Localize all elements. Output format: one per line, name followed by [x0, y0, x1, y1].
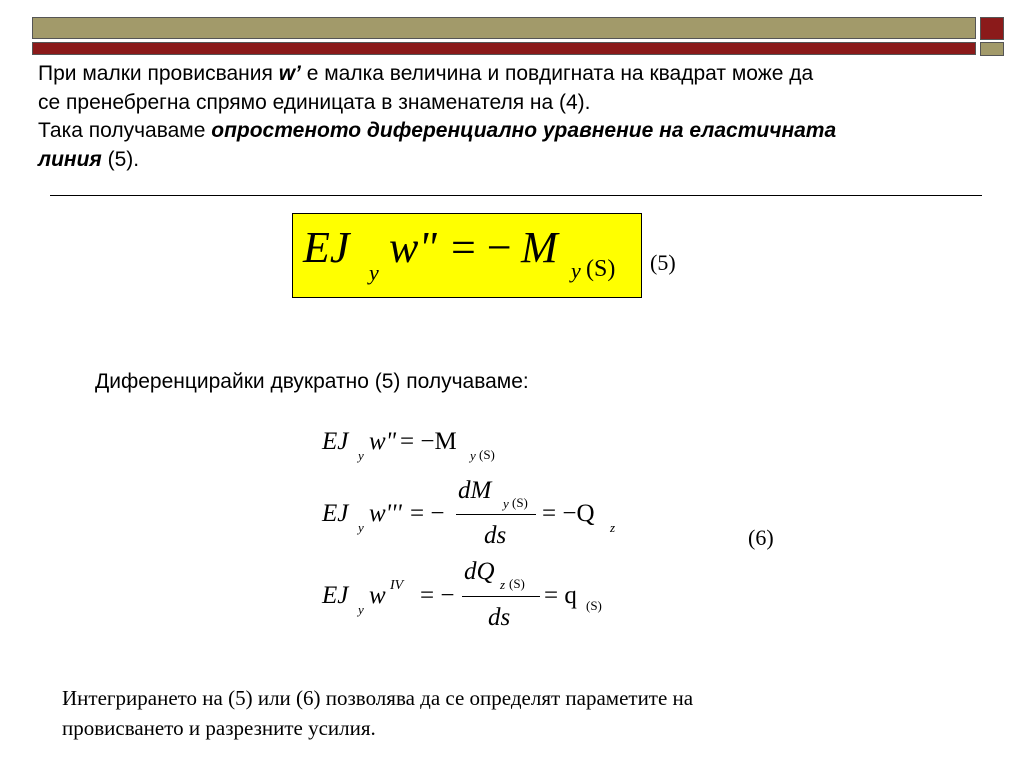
eq-subscript: z: [610, 520, 616, 535]
eq-operator: = −: [451, 223, 512, 272]
intro-line-2: се пренебрегна спрямо единицата в знаменателя на (4).: [38, 90, 591, 114]
intro-text: е малка величина и повдигната на квадрат може да: [300, 62, 814, 85]
fraction-bar: [456, 514, 536, 515]
header-bar-bottom: [32, 42, 976, 55]
emphasis-text: опростеното диференциално уравнение на еластичната: [211, 119, 837, 142]
emphasis-text: линия: [38, 147, 102, 171]
fraction-denominator: ds: [488, 604, 511, 631]
differentiation-text: Диференцирайки двукратно (5) получаваме:: [95, 370, 529, 393]
eq-operator: = −: [410, 500, 445, 527]
eq-term: = −Q: [542, 500, 595, 527]
intro-line-1: [38, 60, 1008, 89]
fraction-numerator: dM: [458, 477, 492, 504]
intro-text: При малки провисвания: [38, 62, 279, 85]
header-square-bottom: [980, 42, 1004, 56]
eq-term: w": [369, 428, 397, 455]
divider-line: [50, 195, 982, 196]
intro-text: Така получаваме: [38, 119, 212, 142]
eq-subscript: (S): [586, 256, 616, 282]
eq-term: EJ: [322, 582, 349, 609]
conclusion-line-1: Интегрирането на (5) или (6) позволява да се определят параметите на: [62, 686, 694, 710]
eq-term: EJ: [322, 428, 349, 455]
conclusion-line-2: провисването и разрезните усилия.: [62, 716, 376, 740]
w-prime-symbol: w’: [278, 62, 301, 85]
conclusion-paragraph: [62, 683, 962, 743]
intro-paragraph: [38, 60, 1008, 174]
eq-term: w: [369, 582, 386, 609]
intro-text: (5).: [101, 147, 140, 171]
eq-subscript: y: [571, 258, 581, 283]
eq-term: = q: [544, 582, 577, 609]
eq-subscript: y: [503, 496, 509, 511]
eq-subscript: (S): [509, 576, 525, 591]
eq-superscript: IV: [390, 578, 404, 593]
eq-subscript: y: [369, 260, 379, 285]
eq-subscript: y: [358, 520, 364, 535]
fraction-denominator: ds: [484, 522, 507, 549]
eq-operator: = −: [420, 582, 455, 609]
eq-term: = −M: [400, 428, 457, 455]
eq-subscript: (S): [512, 495, 528, 510]
header-square-top: [980, 17, 1004, 40]
fraction-bar: [462, 596, 540, 597]
eq-term: M: [521, 223, 558, 272]
eq-subscript: y: [358, 448, 364, 463]
eq-subscript: y: [470, 448, 476, 463]
header-bar-top: [32, 17, 976, 39]
eq-term: w''': [369, 500, 402, 527]
eq-subscript: z: [500, 577, 506, 592]
eq-term: w": [389, 223, 437, 272]
eq-subscript: (S): [479, 447, 495, 462]
eq-term: EJ: [303, 223, 350, 272]
equation-6-number: (6): [748, 525, 774, 550]
eq-term: EJ: [322, 500, 349, 527]
equation-5-number: (5): [650, 250, 676, 275]
eq-subscript: (S): [586, 598, 602, 613]
fraction-numerator: dQ: [464, 558, 495, 585]
intro-line-4: [38, 146, 1008, 175]
intro-line-3: [38, 117, 1008, 146]
eq-subscript: y: [358, 602, 364, 617]
